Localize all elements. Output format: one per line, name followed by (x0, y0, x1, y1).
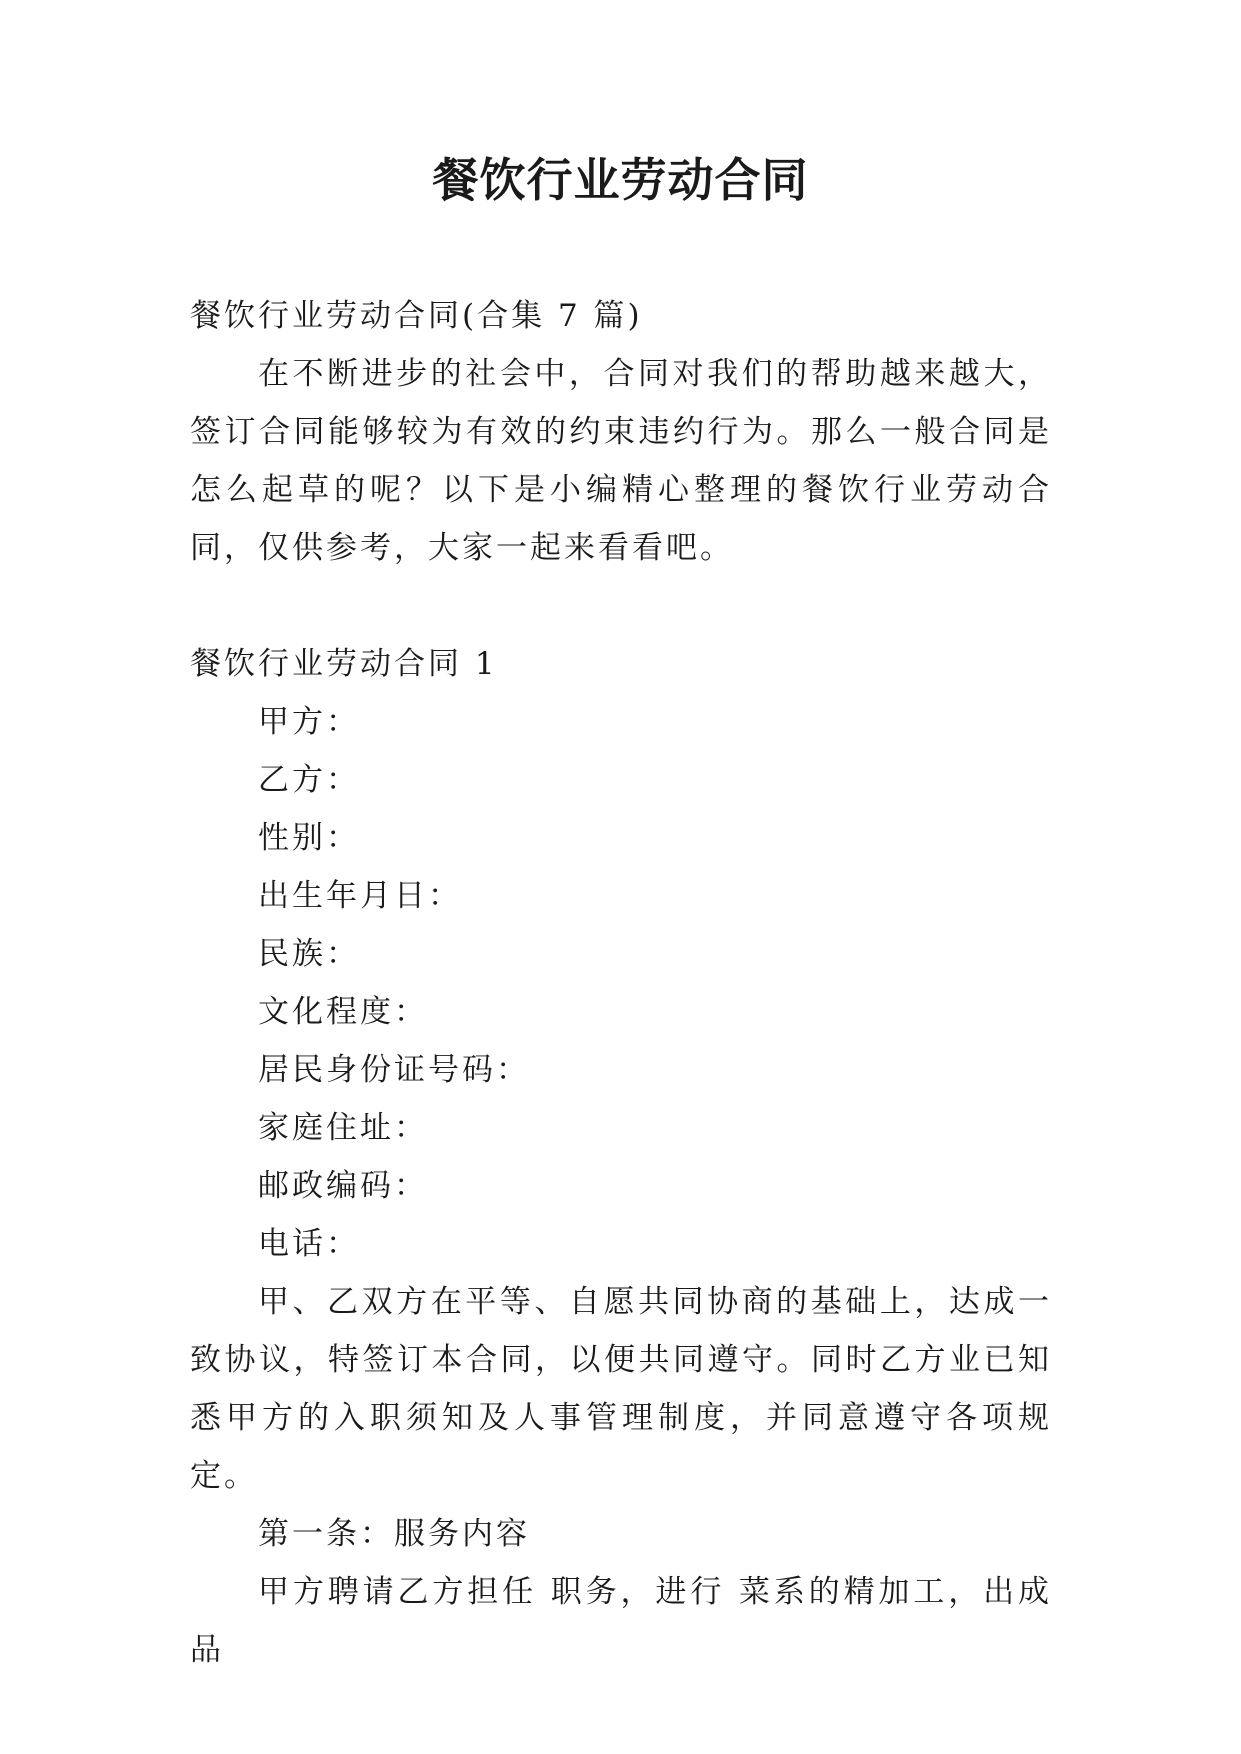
document-body (190, 287, 1052, 1679)
field-ethnicity: 民族： (258, 936, 360, 972)
field-phone: 电话： (258, 1226, 360, 1262)
field-postal-code: 邮政编码： (258, 1168, 428, 1204)
field-address: 家庭住址： (258, 1110, 428, 1146)
document-title: 餐饮行业劳动合同 (432, 153, 809, 207)
field-party-a: 甲方： (258, 704, 360, 740)
field-birthdate: 出生年月日： (258, 878, 462, 914)
intro-paragraph: 在不断进步的社会中，合同对我们的帮助越来越大，签订合同能够较为有效的约束违约行为。那么一般合同是怎么起草的呢？以下是小编精心整理的餐饮行业劳动合同，仅供参考，大家一起来看看吧。 (190, 356, 1052, 566)
spacer (190, 577, 1052, 635)
collection-heading: 餐饮行业劳动合同(合集 7 篇) (190, 298, 643, 334)
field-party-b: 乙方： (258, 762, 360, 798)
field-id-number: 居民身份证号码： (258, 1052, 530, 1088)
agreement-paragraph: 甲、乙双方在平等、自愿共同协商的基础上，达成一致协议，特签订本合同，以便共同遵守。同时乙方业已知悉甲方的入职须知及人事管理制度，并同意遵守各项规定。 (190, 1284, 1052, 1494)
field-gender: 性别： (258, 820, 360, 856)
article-1-heading: 第一条：服务内容 (258, 1516, 530, 1552)
field-education: 文化程度： (258, 994, 428, 1030)
article-1-text: 甲方聘请乙方担任 职务，进行 菜系的精加工，出成品 (190, 1574, 1052, 1668)
section-heading: 餐饮行业劳动合同 1 (190, 646, 498, 682)
